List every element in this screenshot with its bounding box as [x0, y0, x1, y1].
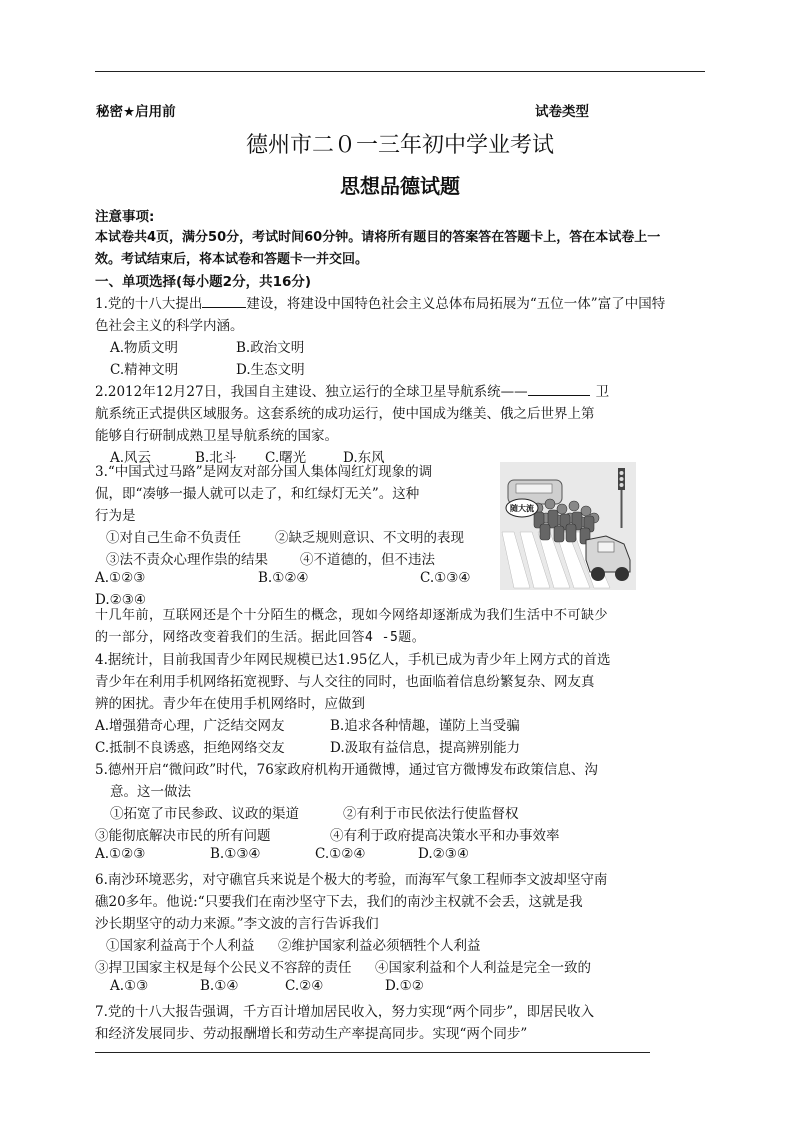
q4-line-2: 青少年在利用手机网络拓宽视野、与人交往的同时，也面临着信息纷繁复杂、网友真 — [95, 674, 595, 690]
q5-option-a: A.①②③ — [95, 846, 146, 862]
q3-option-d: D.②③④ — [95, 592, 146, 608]
q6-statement-4: ④国家利益和个人利益是完全一致的 — [375, 960, 591, 976]
exam-title: 德州市二０一三年初中学业考试 — [245, 133, 554, 158]
q1-option-d: D.生态文明 — [236, 362, 305, 378]
q6-line-2: 礁20多年。他说:“只要我们在南沙坚守下去，我们的南沙主权就不会丢，这就是我 — [95, 894, 583, 910]
q3-line-2: 侃，即“凑够一撮人就可以走了，和红绿灯无关”。这种 — [95, 486, 420, 502]
q5-option-d: D.②③④ — [418, 846, 469, 862]
q5-option-b: B.①③④ — [210, 846, 261, 862]
q6-option-a: A.①③ — [110, 978, 149, 994]
q4-option-a: A.增强猎奇心理，广泛结交网友 — [95, 718, 285, 734]
q2-option-b: B.北斗 — [195, 450, 237, 466]
q1-line-1: 1.党的十八大提出 建设，将建设中国特色社会主义总体布局拓展为“五位一体”富了中国特 — [95, 296, 666, 312]
section-heading: 一、单项选择(每小题2分，共16分) — [95, 274, 312, 290]
q4-option-b: B.追求各种情趣，谨防上当受骗 — [330, 718, 520, 734]
q4-line-1: 4.据统计，目前我国青少年网民规模已达1.95亿人，手机已成为青少年上网方式的首选 — [95, 652, 611, 668]
q2-blank — [528, 384, 590, 396]
q3-line-1: 3.“中国式过马路”是网友对部分国人集体闯红灯现象的调 — [95, 464, 433, 480]
bottom-rule — [95, 1052, 650, 1053]
q7-line-1: 7.党的十八大报告强调，千方百计增加居民收入，努力实现“两个同步”，即居民收入 — [95, 1004, 595, 1020]
top-rule — [95, 71, 705, 72]
q6-option-d: D.①② — [385, 978, 424, 994]
q2-option-d: D.东风 — [343, 450, 385, 466]
q5-statement-1: ①拓宽了市民参政、议政的渠道 — [110, 806, 299, 822]
q2-option-a: A.风云 — [110, 450, 152, 466]
notice-line-2: 效。考试结束后，将本试卷和答题卡一并交回。 — [95, 252, 369, 267]
q5-line-2: 意。这一做法 — [110, 784, 191, 800]
q5-statement-3: ③能彻底解决市民的所有问题 — [95, 828, 271, 844]
q3-option-a: A.①②③ — [95, 570, 146, 586]
q1-option-c: C.精神文明 — [110, 362, 179, 378]
q6-statement-3: ③捍卫国家主权是每个公民义不容辞的责任 — [95, 960, 352, 976]
q3-statement-4: ④不道德的，但不违法 — [300, 552, 435, 568]
q5-option-c: C.①②④ — [315, 846, 366, 862]
intro-45-line-2: 的一部分，网络改变着我们的生活。据此回答4 -5题。 — [95, 630, 426, 645]
paper-type-label: 试卷类型 — [535, 104, 589, 120]
notice-line-1: 本试卷共4页，满分50分，考试时间60分钟。请将所有题目的答案答在答题卡上，答在本试卷上一 — [95, 230, 661, 245]
crossing-cartoon-image — [500, 462, 636, 590]
q2-line-2: 航系统正式提供区域服务。这套系统的成功运行，使中国成为继美、俄之后世界上第 — [95, 406, 595, 422]
secret-label: 秘密★启用前 — [96, 104, 176, 120]
q2-line-1: 2.2012年12月27日，我国自主建设、独立运行的全球卫星导航系统—— 卫 — [95, 384, 610, 400]
q1-blank — [202, 296, 246, 308]
speech-bubble-text: 随大流 — [510, 504, 534, 513]
q5-statement-2: ②有利于市民依法行使监督权 — [343, 806, 519, 822]
q1-option-a: A.物质文明 — [110, 340, 179, 356]
q7-line-2: 和经济发展同步、劳动报酬增长和劳动生产率提高同步。实现“两个同步” — [95, 1026, 528, 1042]
q5-statement-4: ④有利于政府提高决策水平和办事效率 — [330, 828, 560, 844]
q3-statement-2: ②缺乏规则意识、不文明的表现 — [275, 530, 464, 546]
q6-option-c: C.②④ — [285, 978, 324, 994]
intro-45-line-1: 十几年前，互联网还是个十分陌生的概念，现如今网络却逐渐成为我们生活中不可缺少 — [95, 608, 609, 623]
q3-option-b: B.①②④ — [258, 570, 309, 586]
q6-statement-2: ②维护国家利益必须牺牲个人利益 — [278, 938, 481, 954]
q3-statement-1: ①对自己生命不负责任 — [106, 530, 241, 546]
q3-line-3: 行为是 — [95, 508, 136, 524]
q6-line-1: 6.南沙环境恶劣，对守礁官兵来说是个极大的考验，而海军气象工程师李文波却坚守南 — [95, 872, 608, 888]
q4-line-3: 辨的困扰。青少年在使用手机网络时，应做到 — [95, 696, 365, 712]
q6-statement-1: ①国家利益高于个人利益 — [106, 938, 255, 954]
q3-option-c: C.①③④ — [420, 570, 471, 586]
notice-heading: 注意事项: — [95, 209, 155, 225]
q6-option-b: B.①④ — [200, 978, 239, 994]
q1-option-b: B.政治文明 — [236, 340, 305, 356]
q2-option-c: C.曙光 — [265, 450, 307, 466]
q5-line-1: 5.德州开启“微问政”时代，76家政府机构开通微博，通过官方微博发布政策信息、沟 — [95, 762, 598, 778]
q4-option-d: D.汲取有益信息，提高辨别能力 — [330, 740, 521, 756]
q6-line-3: 沙长期坚守的动力来源。”李文波的言行告诉我们 — [95, 916, 379, 932]
subject-title: 思想品德试题 — [340, 174, 460, 198]
q2-line-3: 能够自行研制成熟卫星导航系统的国家。 — [95, 428, 338, 444]
q1-line-2: 色社会主义的科学内涵。 — [95, 318, 244, 334]
q3-statement-3: ③法不责众心理作祟的结果 — [106, 552, 268, 568]
q4-option-c: C.抵制不良诱惑，拒绝网络交友 — [95, 740, 285, 756]
